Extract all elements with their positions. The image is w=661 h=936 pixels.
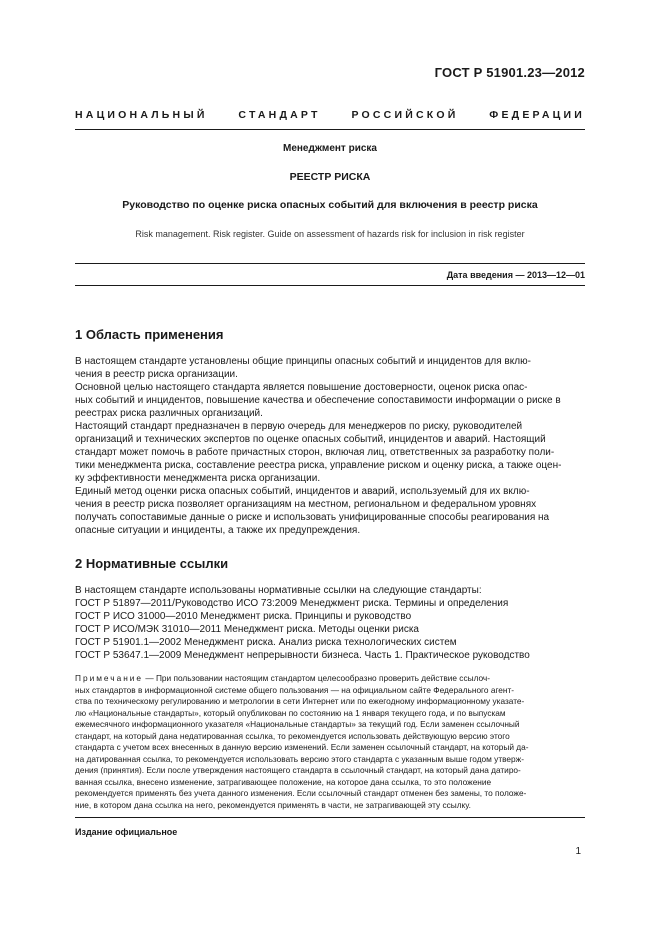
intro-date: Дата введения — 2013—12—01: [446, 270, 585, 280]
banner-word: ФЕДЕРАЦИИ: [489, 109, 585, 121]
note-line: лю «Национальные стандарты», который опубликован по состоянию на 1 января текущего года, и по выпускам: [75, 707, 506, 718]
page-number: 1: [575, 846, 581, 857]
text-line: опасные ситуации и инциденты, а также их предупреждения.: [75, 525, 361, 536]
note-line: Примечание — При пользовании настоящим стандартом целесообразно проверить действие ссылоч-: [75, 673, 491, 683]
text-line: организаций и технических экспертов по оценке опасных событий, инцидентов и аварий. Настоящий: [75, 434, 546, 445]
document-title: РЕЕСТР РИСКА: [289, 171, 371, 183]
reference-line: ГОСТ Р 51901.1—2002 Менеджмент риска. Анализ риска технологических систем: [75, 637, 457, 648]
divider: [75, 285, 585, 286]
text-line: ку эффективности менеджмента риска организации.: [75, 473, 321, 484]
section-2-title: 2 Нормативные ссылки: [75, 556, 229, 571]
national-standard-banner: [75, 109, 585, 121]
text-line: тики менеджмента риска, составление реестра риска, управление риском и оценку риска, а также оцен-: [75, 460, 562, 471]
gost-code: ГОСТ Р 51901.23—2012: [434, 65, 585, 80]
note-line: ства по техническому регулированию и метрологии в сети Интернет или по ежегодному информационному указате-: [75, 696, 525, 706]
reference-line: ГОСТ Р ИСО/МЭК 31010—2011 Менеджмент риска. Методы оценки риска: [75, 624, 419, 635]
note-line: ванная ссылка, внесено изменение, затрагивающее положение, на которое дана ссылка, то это положение: [75, 776, 492, 787]
subject-heading: Менеджмент риска: [283, 143, 377, 154]
section-2-body: [75, 584, 585, 662]
note-line: ежемесячного информационного указателя «Национальные стандарты» за текущий год. Если заменен ссылочный: [75, 719, 520, 729]
reference-line: ГОСТ Р ИСО 31000—2010 Менеджмент риска. Принципы и руководство: [75, 611, 412, 622]
text-line: получать сопоставимые данные о риске и использовать унифицированные способы реагирования на: [75, 512, 550, 523]
text-line: Единый метод оценки риска опасных событий, инцидентов и аварий, используемый для их вклю-: [75, 486, 530, 497]
section-1-title: 1 Область применения: [75, 327, 224, 342]
text-line: реестрах риска различных организаций.: [75, 408, 263, 419]
text-line: стандарт может помочь в работе причастных сторон, включая лиц, ответственных за разработку поли-: [75, 447, 555, 458]
reference-line: ГОСТ Р 53647.1—2009 Менеджмент непрерывности бизнеса. Часть 1. Практическое руководство: [75, 650, 530, 661]
note-block: [75, 673, 585, 811]
document-subtitle: Руководство по оценке риска опасных событий для включения в реестр риска: [122, 199, 538, 211]
section-1-body: [75, 355, 585, 537]
note-line: стандарт, на который дана недатированная ссылка, то рекомендуется использовать действующую версию этого: [75, 730, 510, 741]
banner-word: РОССИЙСКОЙ: [351, 109, 459, 121]
banner-word: СТАНДАРТ: [238, 109, 321, 121]
banner-word: НАЦИОНАЛЬНЫЙ: [75, 109, 208, 121]
text-line: чения в реестр риска позволяет организациям на местном, региональном и федеральном уровнях: [75, 499, 537, 510]
note-line: рекомендуется применять без учета данного изменения. Если ссылочный стандарт отменен без замены, то положе-: [75, 788, 527, 798]
footer-divider: [75, 817, 585, 818]
note-line: дения (принятия). Если после утверждения настоящего стандарта в ссылочный стандарт, на который дана датиро-: [75, 765, 521, 775]
text-line: В настоящем стандарте установлены общие принципы опасных событий и инцидентов для вклю-: [75, 356, 531, 367]
divider: [75, 263, 585, 264]
english-title: Risk management. Risk register. Guide on assessment of hazards risk for inclusion in risk register: [135, 229, 525, 239]
note-line: стандарта с учетом всех внесенных в данную версию изменений. Если заменен ссылочный стандарт, на который да-: [75, 742, 529, 752]
text-line: чения в реестр риска организации.: [75, 369, 238, 380]
note-label: Примечание: [75, 673, 144, 683]
note-line: ных стандартов в информационной системе общего пользования — на официальном сайте Федерального агент-: [75, 684, 515, 695]
reference-line: ГОСТ Р 51897—2011/Руководство ИСО 73:2009 Менеджмент риска. Термины и определения: [75, 598, 509, 609]
text-line: Основной целью настоящего стандарта является повышение достоверности, оценок риска опас-: [75, 382, 528, 393]
note-line: на датированная ссылка, то рекомендуется использовать версию этого стандарта с указанным выше годом утверж-: [75, 753, 524, 764]
text-line: Настоящий стандарт предназначен в первую очередь для менеджеров по риску, руководителей: [75, 421, 523, 432]
text-line: ных событий и инцидентов, повышение качества и обеспечение сопоставимости информации о риске в: [75, 395, 561, 406]
divider: [75, 129, 585, 130]
edition-label: Издание официальное: [75, 827, 178, 837]
note-line: ние, в котором дана ссылка на него, рекомендуется применять в части, не затрагивающей эту ссылку.: [75, 799, 471, 810]
text-line: В настоящем стандарте использованы нормативные ссылки на следующие стандарты:: [75, 585, 482, 596]
